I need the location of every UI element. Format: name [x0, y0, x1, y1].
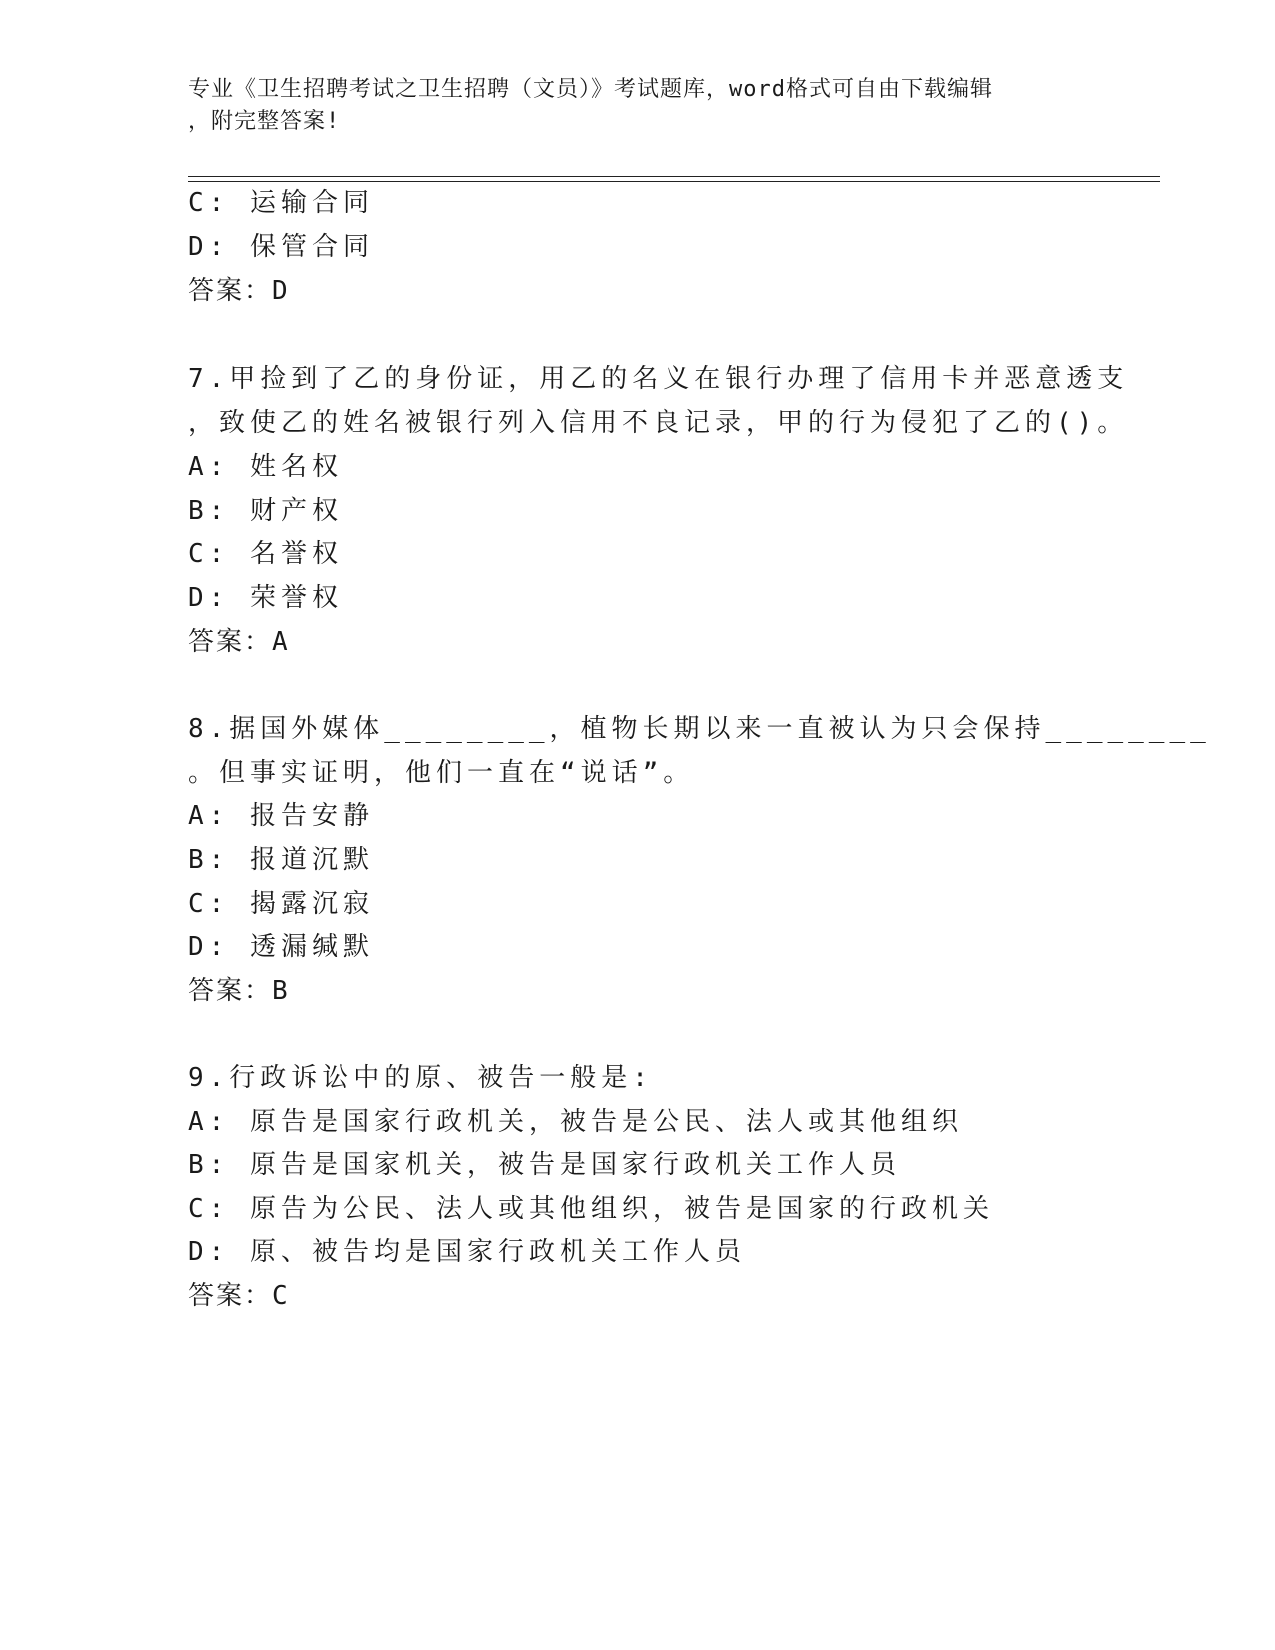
q8-question-line-2: 。但事实证明，他们一直在“说话”。	[188, 758, 695, 788]
header-divider-top	[188, 176, 1160, 177]
q7-option-a: A: 姓名权	[188, 452, 343, 482]
q8-option-d: D: 透漏缄默	[188, 932, 374, 962]
q9-option-a: A: 原告是国家行政机关，被告是公民、法人或其他组织	[188, 1107, 963, 1137]
document-header	[188, 74, 1088, 138]
q6-option-d: D: 保管合同	[188, 232, 374, 262]
q8-option-c: C: 揭露沉寂	[188, 889, 374, 919]
q8-option-b: B: 报道沉默	[188, 845, 374, 875]
header-line-1: 专业《卫生招聘考试之卫生招聘（文员）》考试题库，word格式可自由下载编辑	[188, 77, 993, 102]
q7-answer: 答案：A	[188, 627, 290, 657]
header-divider-bottom	[188, 181, 1160, 182]
q6-option-c: C: 运输合同	[188, 188, 374, 218]
header-line-2: ，附完整答案!	[188, 109, 341, 134]
q7-option-d: D: 荣誉权	[188, 583, 343, 613]
q7-option-b: B: 财产权	[188, 496, 343, 526]
q9-option-c: C: 原告为公民、法人或其他组织，被告是国家的行政机关	[188, 1194, 994, 1224]
q9-answer: 答案：C	[188, 1281, 290, 1311]
q9-option-d: D: 原、被告均是国家行政机关工作人员	[188, 1237, 746, 1267]
q7-question-line-1: 7.甲捡到了乙的身份证，用乙的名义在银行办理了信用卡并恶意透支	[188, 364, 1129, 394]
q6-answer: 答案：D	[188, 276, 290, 306]
q7-option-c: C: 名誉权	[188, 539, 343, 569]
q8-option-a: A: 报告安静	[188, 801, 374, 831]
q8-answer: 答案：B	[188, 976, 290, 1006]
q9-question-line-1: 9.行政诉讼中的原、被告一般是:	[188, 1063, 653, 1093]
q8-question-line-1: 8.据国外媒体________，植物长期以来一直被认为只会保持________	[188, 714, 1211, 744]
q7-question-line-2: ，致使乙的姓名被银行列入信用不良记录，甲的行为侵犯了乙的()。	[188, 408, 1129, 438]
q9-option-b: B: 原告是国家机关，被告是国家行政机关工作人员	[188, 1150, 901, 1180]
